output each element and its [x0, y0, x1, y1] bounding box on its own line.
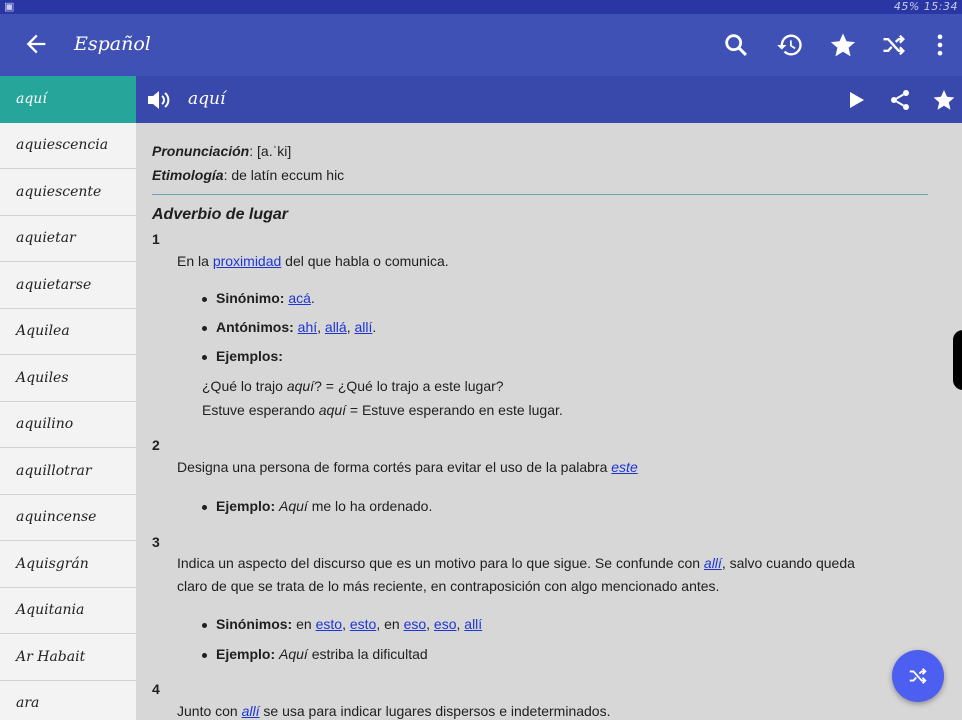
example [216, 646, 428, 662]
edge-overlay [953, 330, 962, 390]
divider [152, 194, 928, 195]
word-list-item[interactable]: Aquiles [0, 355, 136, 402]
link-ahi[interactable]: ahí [297, 319, 318, 335]
word-list-item[interactable]: Aquisgrán [0, 541, 136, 588]
word-list-item[interactable]: aquincense [0, 495, 136, 542]
text: , [342, 616, 346, 632]
text: aquí [286, 378, 315, 394]
bullet [202, 297, 207, 302]
example-label: Ejemplo: [216, 646, 276, 662]
definition-content [136, 123, 962, 720]
antonyms-label: Antónimos: [216, 319, 294, 335]
word-list-item[interactable]: aquietar [0, 216, 136, 263]
text: del que habla o comunica. [281, 253, 449, 269]
word-list-item[interactable]: aquiescente [0, 169, 136, 216]
link-alli[interactable]: allí [464, 616, 483, 632]
share-icon[interactable] [888, 88, 912, 112]
text: Indica un aspecto del discurso que es un motivo para lo que sigue. Se confunde con [177, 555, 704, 571]
link-alli[interactable]: allí [354, 319, 373, 335]
example [202, 402, 563, 418]
sense-definition [177, 253, 449, 269]
sense-definition [177, 459, 638, 475]
text: , [346, 319, 351, 335]
synonyms [216, 616, 482, 632]
examples-label: Ejemplos: [216, 348, 283, 364]
link-eso[interactable]: eso [433, 616, 457, 632]
synonyms [216, 290, 315, 306]
text: se usa para indicar lugares dispersos e indeterminados. [259, 703, 611, 719]
text: Junto con [177, 703, 242, 719]
pronunciation-value: : [a.ˈki] [249, 143, 292, 159]
antonyms [216, 319, 376, 335]
text: me lo ha ordenado. [307, 498, 433, 514]
text: aquí [318, 402, 346, 418]
more-icon[interactable] [926, 31, 954, 59]
text: , salvo cuando queda [721, 555, 855, 571]
text: . [310, 290, 315, 306]
synonyms-label: Sinónimos: [216, 616, 293, 632]
sense-number: 1 [152, 231, 160, 247]
category-heading: Adverbio de lugar [152, 206, 289, 223]
text: ¿Qué lo trajo [202, 378, 287, 394]
pronunciation-label: Pronunciación [152, 143, 250, 159]
link-esto[interactable]: esto [315, 616, 343, 632]
random-word-fab[interactable] [892, 650, 944, 702]
link-esto[interactable]: esto [349, 616, 377, 632]
headword: aquí [188, 89, 226, 109]
sense-number: 2 [152, 437, 160, 453]
bullet [202, 623, 207, 628]
text: estriba la dificultad [307, 646, 428, 662]
word-header [136, 76, 962, 123]
sense-definition-line2: claro de que se trata de lo más reciente, en contraposición con algo mencionado antes. [177, 578, 720, 594]
example [216, 498, 432, 514]
search-icon[interactable] [722, 31, 750, 59]
sim-icon: ▣ [4, 1, 15, 13]
word-list-item[interactable]: aquillotrar [0, 448, 136, 495]
link-alli[interactable]: allí [241, 703, 260, 719]
word-list-item[interactable]: Aquitania [0, 588, 136, 635]
word-list-item[interactable]: Ar Habait [0, 634, 136, 681]
etymology-value: : de latín eccum hic [223, 167, 345, 183]
link-proximidad[interactable]: proximidad [212, 253, 282, 269]
link-alli[interactable]: allí [703, 555, 722, 571]
etymology [152, 167, 344, 183]
status-right: 45% 15:34 [893, 0, 958, 13]
text: Designa una persona de forma cortés para evitar el uso de la palabra [177, 459, 612, 475]
text: en [296, 616, 312, 632]
shuffle-icon[interactable] [880, 31, 908, 59]
example [202, 378, 504, 394]
word-list-item[interactable]: aquí [0, 76, 136, 123]
text: Aquí [279, 498, 308, 514]
app-title: Español [74, 33, 151, 55]
bullet [202, 355, 207, 360]
bullet [202, 326, 207, 331]
etymology-label: Etimología [152, 167, 224, 183]
sense-definition [177, 703, 611, 719]
link-eso[interactable]: eso [403, 616, 427, 632]
star-icon[interactable] [932, 88, 956, 112]
text: Estuve esperando [202, 402, 319, 418]
sense-definition [177, 555, 855, 571]
word-list-item[interactable]: ara [0, 681, 136, 720]
star-icon[interactable] [829, 31, 857, 59]
text: Aquí [279, 646, 308, 662]
speaker-icon[interactable] [146, 88, 172, 112]
link-aca[interactable]: acá [288, 290, 311, 306]
word-list-item[interactable]: aquietarse [0, 262, 136, 309]
history-icon[interactable] [776, 31, 804, 59]
text: , [376, 616, 381, 632]
back-arrow-icon[interactable] [22, 30, 50, 58]
text: . [372, 319, 377, 335]
word-list-item[interactable]: aquiescencia [0, 123, 136, 170]
synonyms-label: Sinónimo: [216, 290, 285, 306]
text: , [456, 616, 461, 632]
text: en [384, 616, 400, 632]
pronunciation [152, 143, 291, 159]
text: ? = ¿Qué lo trajo a este lugar? [314, 378, 504, 394]
word-list-item[interactable]: aquilino [0, 402, 136, 449]
bullet [202, 653, 207, 658]
play-icon[interactable] [844, 88, 868, 112]
text: , [317, 319, 322, 335]
word-list [0, 76, 136, 720]
sense-number: 4 [152, 681, 160, 697]
status-bar [0, 0, 962, 14]
app-bar [0, 14, 962, 76]
example-label: Ejemplo: [216, 498, 276, 514]
word-list-item[interactable]: Aquilea [0, 309, 136, 356]
text: En la [177, 253, 213, 269]
link-alla[interactable]: allá [324, 319, 347, 335]
bullet [202, 505, 207, 510]
link-este[interactable]: este [611, 459, 638, 475]
shuffle-icon [907, 665, 929, 687]
text: , [426, 616, 431, 632]
sense-number: 3 [152, 534, 160, 550]
text: = Estuve esperando en este lugar. [346, 402, 563, 418]
